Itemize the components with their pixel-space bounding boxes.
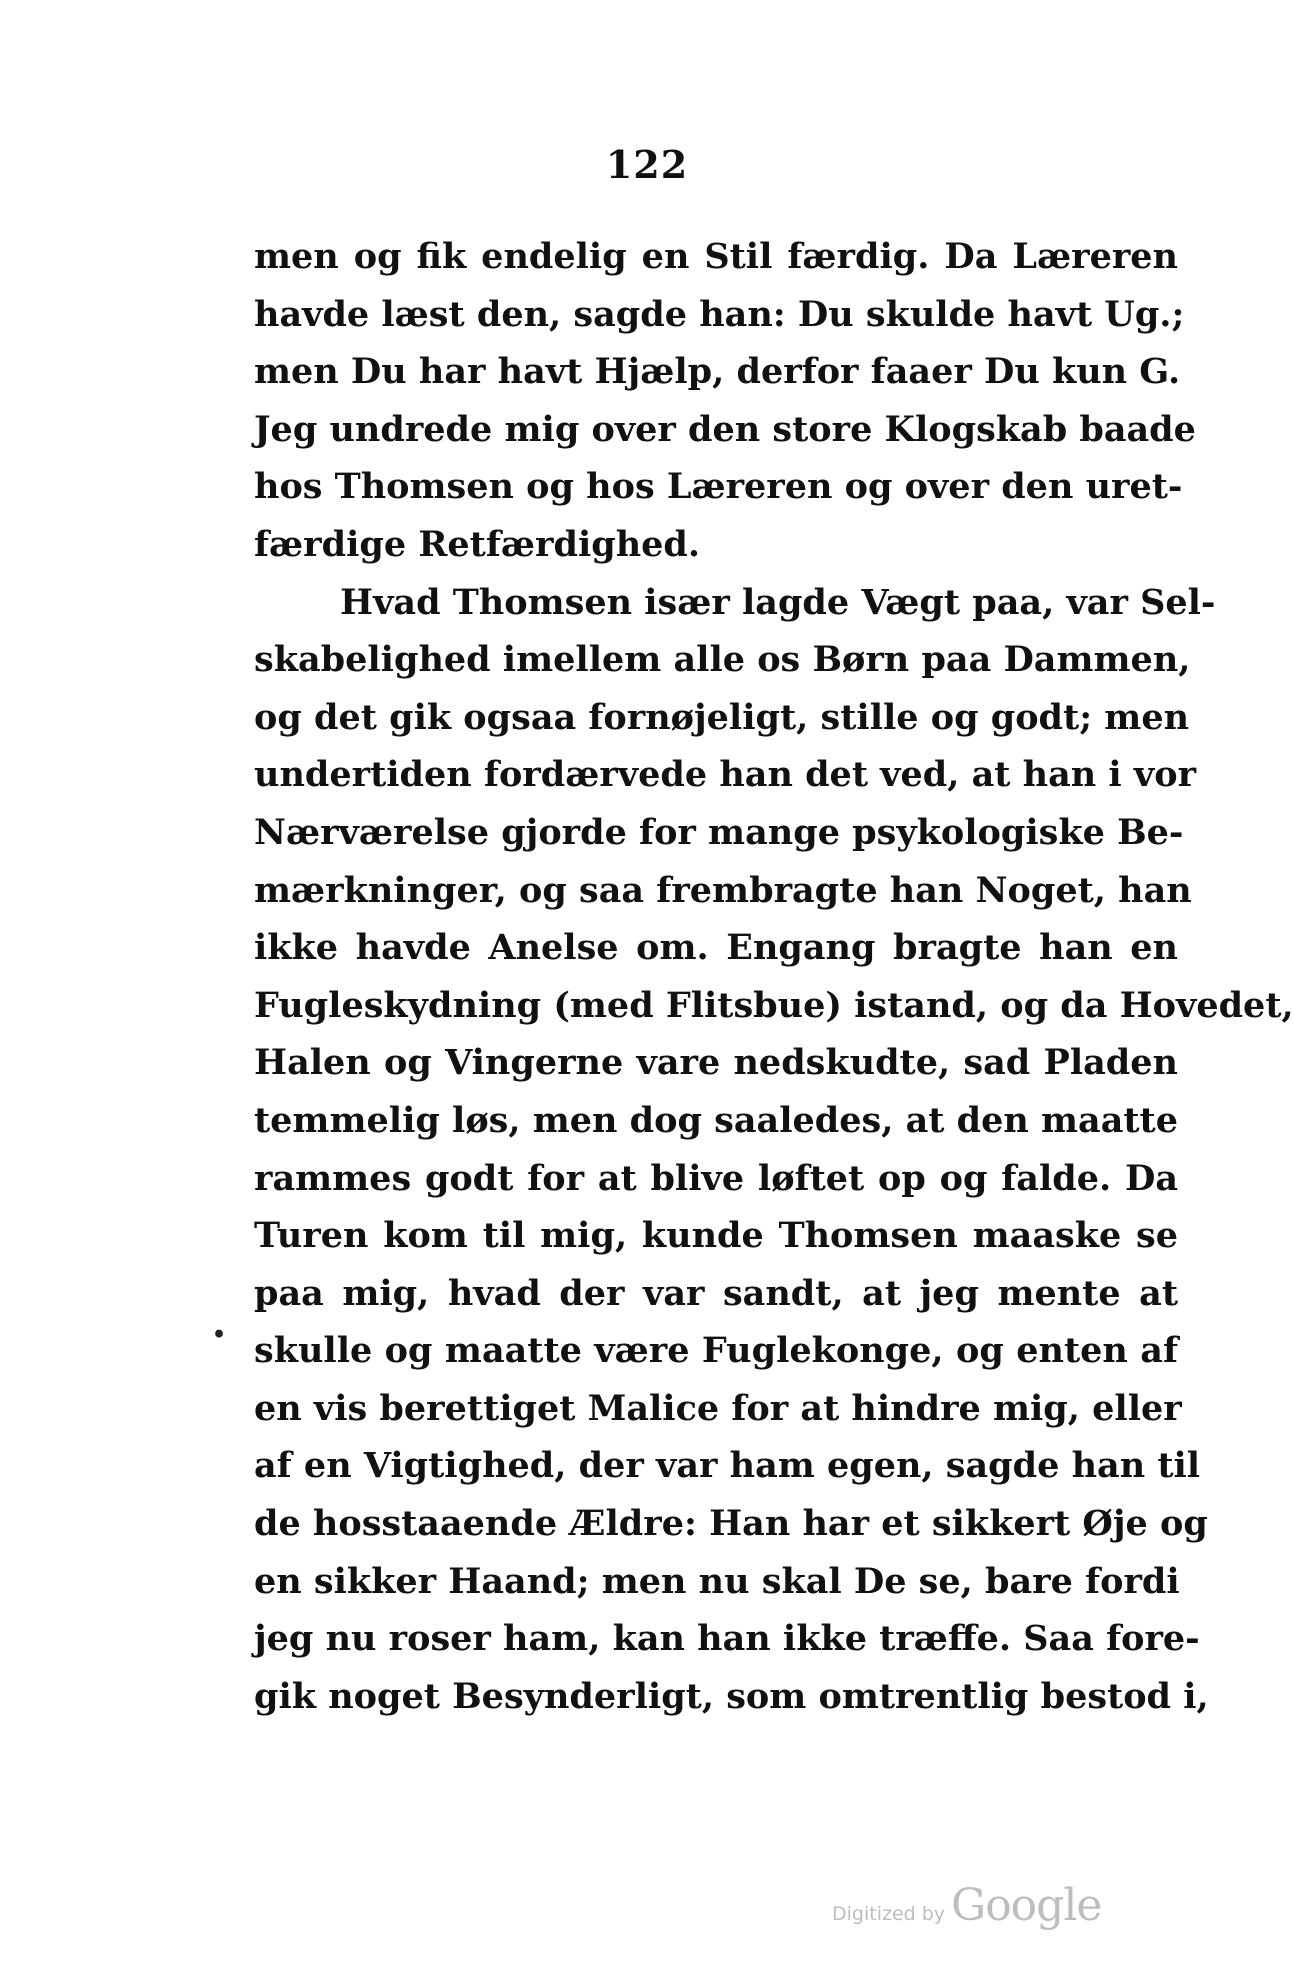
page-number: 122	[605, 142, 689, 187]
text-line: Jeg undrede mig over den store Klogskab baade	[254, 408, 1196, 450]
text-line: færdige Retfærdighed.	[254, 523, 701, 565]
text-line: skabelighed imellem alle os Børn paa Dammen,	[254, 639, 1191, 681]
text-line: hos Thomsen og hos Læreren og over den uret-	[254, 466, 1183, 508]
text-line: Halen og Vingerne vare nedskudte, sad Pladen	[254, 1042, 1178, 1084]
text-line: Turen kom til mig, kunde Thomsen maaske se	[254, 1215, 1178, 1257]
text-line: de hosstaaende Ældre: Han har et sikkert Øje og	[254, 1503, 1208, 1545]
text-line: rammes godt for at blive løftet op og falde. Da	[254, 1157, 1178, 1199]
text-line: en vis berettiget Malice for at hindre mig, eller	[254, 1387, 1182, 1429]
text-line: paa mig, hvad der var sandt, at jeg mente at	[254, 1272, 1178, 1314]
text-line: Fugleskydning (med Flitsbue) istand, og da Hovedet,	[254, 984, 1294, 1026]
text-line: havde læst den, sagde han: Du skulde havt Ug.;	[254, 293, 1185, 335]
text-line: Hvad Thomsen især lagde Vægt paa, var Sel-	[340, 581, 1216, 623]
google-logo: Google	[951, 1880, 1102, 1931]
text-line: en sikker Haand; men nu skal De se, bare fordi	[254, 1560, 1180, 1602]
text-line: gik noget Besynderligt, som omtrentlig bestod i,	[254, 1675, 1209, 1717]
watermark-digitized-text: Digitized by	[832, 1903, 946, 1925]
text-line: men og fik endelig en Stil færdig. Da Læreren	[254, 236, 1178, 277]
text-line: ikke havde Anelse om. Engang bragte han en	[254, 927, 1178, 969]
digitized-by-google-watermark	[832, 1880, 1101, 1940]
text-line: men Du har havt Hjælp, derfor faaer Du kun G.	[254, 351, 1181, 393]
text-line: Nærværelse gjorde for mange psykologiske Be-	[254, 811, 1184, 853]
margin-mark: •	[212, 1322, 227, 1348]
text-line: jeg nu roser ham, kan han ikke træffe. Saa fore-	[254, 1618, 1200, 1660]
body-text	[254, 228, 1294, 1725]
text-line: og det gik ogsaa fornøjeligt, stille og godt; men	[254, 696, 1190, 738]
text-line: temmelig løs, men dog saaledes, at den maatte	[254, 1099, 1178, 1141]
text-line: undertiden fordærvede han det ved, at han i vor	[254, 754, 1197, 796]
text-line: skulle og maatte være Fuglekonge, og enten af	[254, 1330, 1178, 1372]
text-line: af en Vigtighed, der var ham egen, sagde han til	[254, 1445, 1201, 1487]
text-line: mærkninger, og saa frembragte han Noget, han	[254, 869, 1192, 911]
